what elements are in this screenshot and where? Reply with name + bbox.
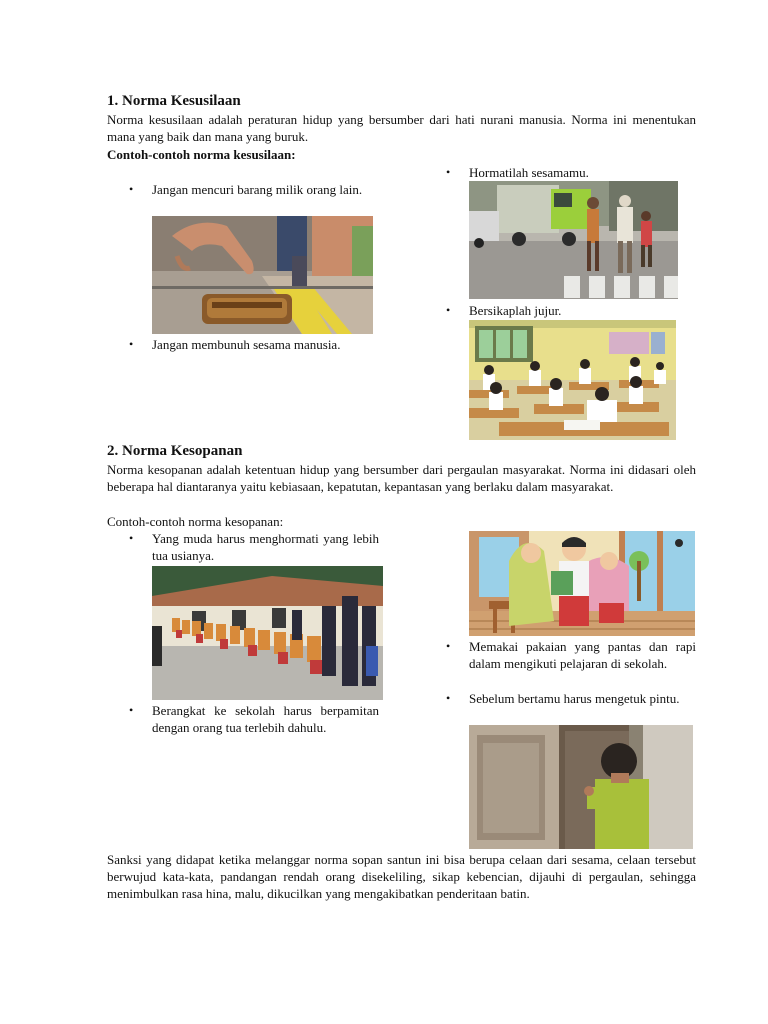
- photo-crossing-street: [469, 181, 678, 299]
- section1-heading: 1. Norma Kesusilaan: [107, 93, 241, 109]
- section1-paragraph: Norma kesusilaan adalah peraturan hidup yang bersumber dari hati nurani manusia. Norma ini menentukan mana yang baik dan mana yang buruk.: [107, 112, 696, 144]
- photo-knocking-door: [469, 725, 693, 849]
- section1-examples-title: Contoh-contoh norma kesusilaan:: [107, 147, 296, 162]
- bullet-hormatilah: • Hormatilah sesamamu.: [469, 164, 696, 181]
- section2-examples-title: Contoh-contoh norma kesopanan:: [107, 514, 284, 529]
- bullet-jangan-membunuh: • Jangan membunuh sesama manusia.: [152, 336, 379, 353]
- bullet-memakai-pakaian: • Memakai pakaian yang pantas dan rapi dalam mengikuti pelajaran di sekolah.: [469, 638, 696, 672]
- photo-cartoon-classroom: [469, 531, 695, 636]
- photo-wallet-on-ground: [152, 216, 373, 334]
- photo-students-line: [152, 566, 383, 700]
- section2-closing-paragraph: Sanksi yang didapat ketika melanggar norma sopan santun ini bisa berupa celaan dari sesama, celaan tersebut berwujud kata-kata, pandangan rendah orang disekeliling, sikap kebencian, dijauhi di pergaulan, sehingga menimbulkan rasa hina, malu, dikucilkan yang mengakibatkan penderitaan batin.: [107, 852, 696, 901]
- bullet-berangkat: • Berangkat ke sekolah harus berpamitan dengan orang tua terlebih dahulu.: [152, 702, 379, 736]
- section2-paragraph: Norma kesopanan adalah ketentuan hidup yang bersumber dari pergaulan masyarakat. Norma ini didasari oleh beberapa hal diantaranya yaitu kebiasaan, kepatutan, kepantasan yang berlaku dalam masyarakat.: [107, 462, 696, 494]
- section2-heading: 2. Norma Kesopanan: [107, 443, 243, 459]
- bullet-yang-muda: • Yang muda harus menghormati yang lebih tua usianya.: [152, 530, 379, 564]
- bullet-bersikaplah-jujur: • Bersikaplah jujur.: [469, 302, 696, 319]
- bullet-sebelum-bertamu: • Sebelum bertamu harus mengetuk pintu.: [469, 690, 696, 707]
- photo-classroom-exam: [469, 320, 676, 440]
- bullet-jangan-mencuri: • Jangan mencuri barang milik orang lain.: [152, 181, 379, 198]
